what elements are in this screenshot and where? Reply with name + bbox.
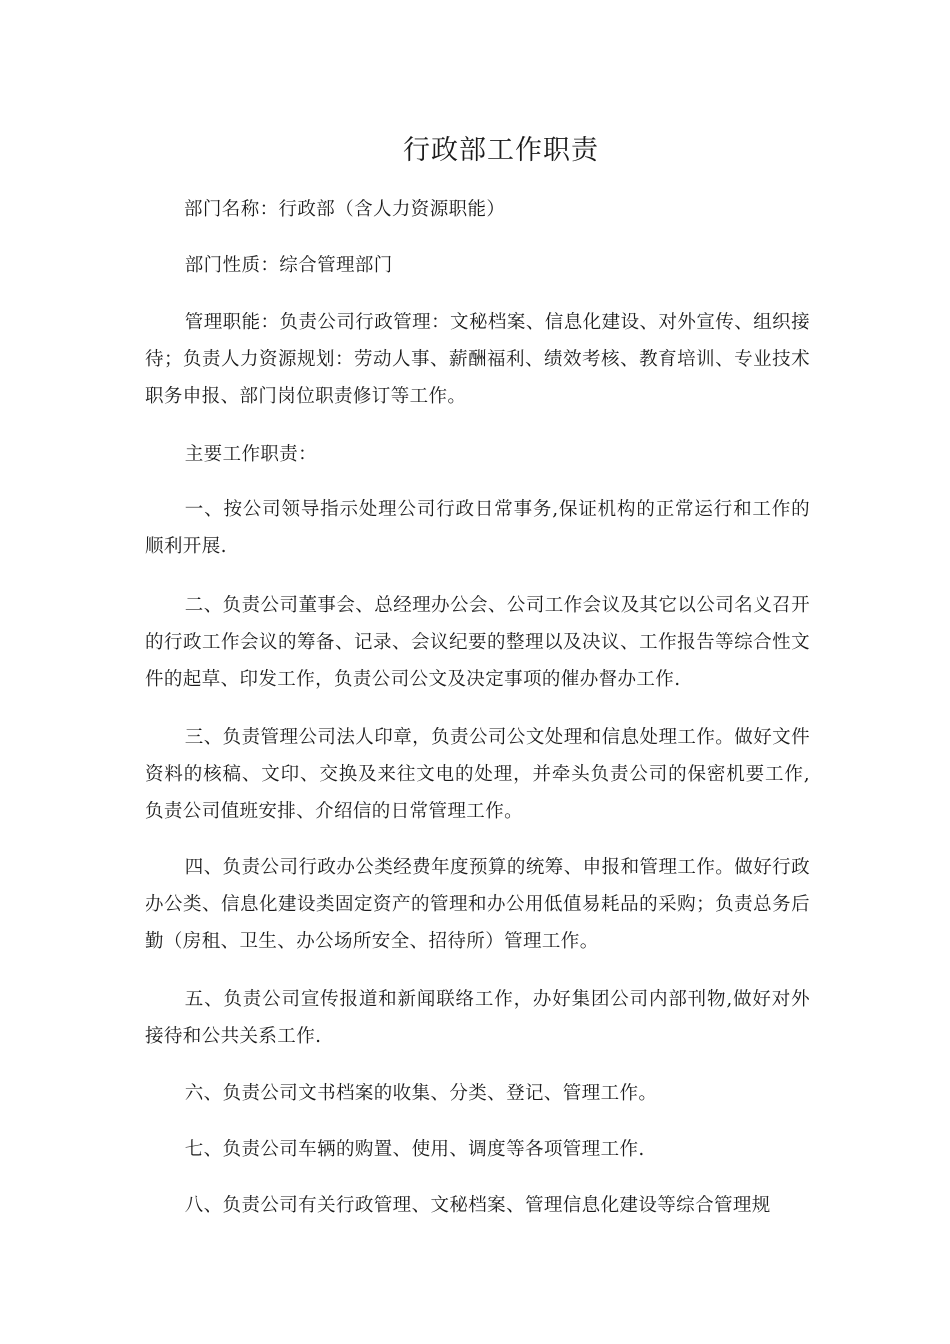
- document-title: 行政部工作职责: [403, 135, 599, 166]
- duty-item-6: 六、负责公司文书档案的收集、分类、登记、管理工作。: [184, 1083, 658, 1104]
- duty-item-8: 八、负责公司有关行政管理、文秘档案、管理信息化建设等综合管理规: [184, 1195, 771, 1216]
- duty-item-5: 五、负责公司宣传报道和新闻联络工作，办好集团公司内部刊物,做好对外接待和公共关系工作.: [145, 989, 810, 1047]
- duty-item-2: 二、负责公司董事会、总经理办公会、公司工作会议及其它以公司名义召开的行政工作会议的筹备、记录、会议纪要的整理以及决议、工作报告等综合性文件的起草、印发工作，负责公司公文及决定事项的催办督办工作.: [145, 595, 810, 690]
- department-name: 部门名称：行政部（含人力资源职能）: [184, 199, 506, 220]
- duty-item-7: 七、负责公司车辆的购置、使用、调度等各项管理工作.: [184, 1139, 645, 1160]
- management-function: 管理职能：负责公司行政管理：文秘档案、信息化建设、对外宣传、组织接待；负责人力资源规划：劳动人事、薪酬福利、绩效考核、教育培训、专业技术职务申报、部门岗位职责修订等工作。: [145, 312, 810, 407]
- duty-item-4: 四、负责公司行政办公类经费年度预算的统筹、申报和管理工作。做好行政办公类、信息化建设类固定资产的管理和办公用低值易耗品的采购；负责总务后勤（房租、卫生、办公场所安全、招待所）管理工作。: [145, 857, 810, 952]
- duty-item-3: 三、负责管理公司法人印章，负责公司公文处理和信息处理工作。做好文件资料的核稿、文印、交换及来往文电的处理，并牵头负责公司的保密机要工作,负责公司值班安排、介绍信的日常管理工作。: [145, 727, 810, 822]
- duty-item-1: 一、按公司领导指示处理公司行政日常事务,保证机构的正常运行和工作的顺利开展.: [145, 499, 810, 557]
- main-duties-heading: 主要工作职责：: [184, 444, 318, 465]
- department-nature: 部门性质：综合管理部门: [184, 255, 393, 276]
